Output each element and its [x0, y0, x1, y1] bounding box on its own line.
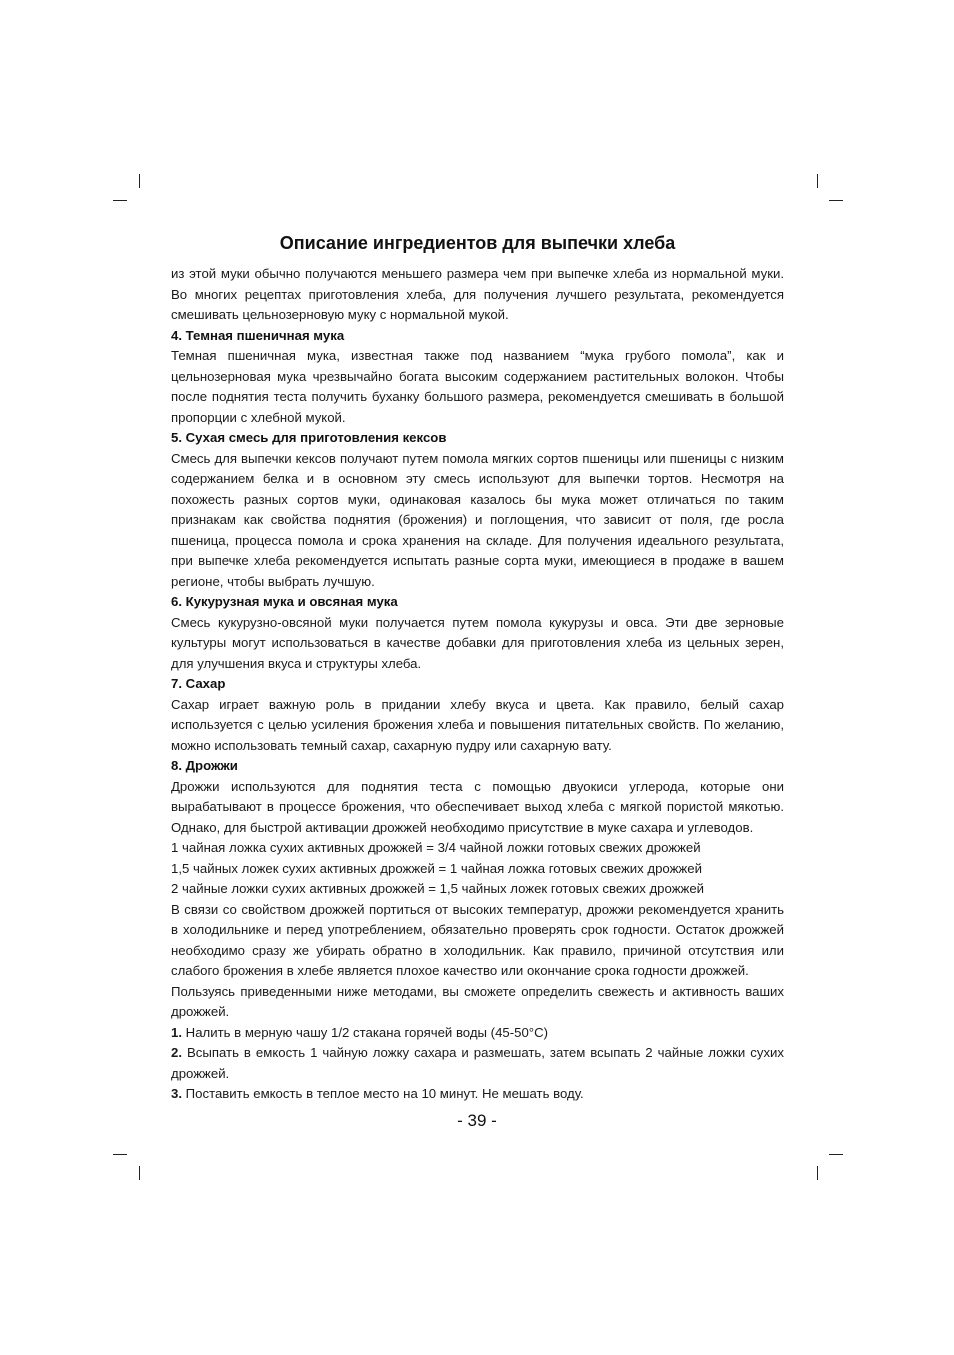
section-heading-cake-mix: 5. Сухая смесь для приготовления кексов — [171, 430, 447, 445]
page-number: - 39 - — [457, 1111, 497, 1130]
crop-mark-top-right-vertical — [817, 174, 818, 188]
section-heading-sugar: 7. Сахар — [171, 676, 226, 691]
section-heading-corn-oat-flour: 6. Кукурузная мука и овсяная мука — [171, 594, 398, 609]
section-text-cake-mix: Смесь для выпечки кексов получают путем помола мягких сортов пшеницы или пшеницы с низким содержанием белка и в основном эту смесь используют для выпечки тортов. Несмотря на похожесть разных сортов муки, одинаковая казалось бы мука может отличаться по таким признакам как свойства поднятия (брожения) и поглощения, что зависит от поля, где росла пшеница, процесса помола и срока хранения на складе. Для получения идеального результата, при выпечке хлеба рекомендуется испытать разные сорта муки, имеющиеся в продаже в вашем регионе, чтобы выбрать лучшую. — [171, 450, 784, 589]
section-text-sugar: Сахар играет важную роль в придании хлебу вкуса и цвета. Как правило, белый сахар используется с целью усиления брожения хлеба и повышения питательных свойств. По желанию, можно использовать темный сахар, сахарную пудру или сахарную вату. — [171, 696, 784, 753]
crop-mark-bottom-left-horizontal — [113, 1154, 127, 1155]
yeast-equivalence-line: 2 чайные ложки сухих активных дрожжей = 1,5 чайных ложек готовых свежих дрожжей — [171, 881, 705, 896]
document-page — [171, 232, 784, 1105]
step-text: Всыпать в емкость 1 чайную ложку сахара и размешать, затем всыпать 2 чайные ложки сухих дрожжей. — [171, 1045, 784, 1081]
crop-mark-bottom-left-vertical — [139, 1166, 140, 1180]
yeast-equivalence-line: 1 чайная ложка сухих активных дрожжей = 3/4 чайной ложки готовых свежих дрожжей — [171, 840, 701, 855]
step-number: 2. — [171, 1045, 182, 1060]
section-text-corn-oat-flour: Смесь кукурузно-овсяной муки получается путем помола кукурузы и овса. Эти две зерновые культуры могут использоваться в качестве добавки для приготовления хлеба из цельных зерен, для улучшения вкуса и структуры хлеба. — [171, 614, 784, 671]
step-number: 3. — [171, 1086, 182, 1101]
yeast-test-step — [171, 1023, 784, 1044]
step-text: Налить в мерную чашу 1/2 стакана горячей воды (45-50°C) — [182, 1024, 548, 1040]
crop-mark-top-left-horizontal — [113, 200, 127, 201]
section-text-dark-wheat-flour: Темная пшеничная мука, известная также под названием “мука грубого помола”, как и цельнозерновая мука чрезвычайно богата высоким содержанием растительных волокон. Чтобы после поднятия теста получить буханку большого размера, рекомендуется смешивать в большой пропорции с хлебной мукой. — [171, 348, 784, 425]
yeast-test-intro: Пользуясь приведенными ниже методами, вы сможете определить свежесть и активность ваших дрожжей. — [171, 983, 784, 1019]
yeast-test-step — [171, 1043, 784, 1084]
page-title: Описание ингредиентов для выпечки хлеба — [279, 233, 676, 253]
crop-mark-top-right-horizontal — [829, 200, 843, 201]
intro-paragraph: из этой муки обычно получаются меньшего размера чем при выпечке хлеба из нормальной муки. Во многих рецептах приготовления хлеба, для получения лучшего результата, рекомендуется смешивать цельнозерновую муку с нормальной мукой. — [171, 266, 784, 322]
crop-mark-top-left-vertical — [139, 174, 140, 188]
yeast-equivalence-line: 1,5 чайных ложек сухих активных дрожжей = 1 чайная ложка готовых свежих дрожжей — [171, 860, 702, 876]
section-heading-dark-wheat-flour: 4. Темная пшеничная мука — [171, 327, 345, 343]
section-text-yeast: Дрожжи используются для поднятия теста с помощью двуокиси углерода, которые они вырабатывают в процессе брожения, что обеспечивает выход хлеба с мягкой пористой мякотью. Однако, для быстрой активации дрожжей необходимо присутствие в муке сахара и углеводов. — [171, 778, 784, 835]
document-body — [171, 264, 784, 1105]
step-text: Поставить емкость в теплое место на 10 минут. Не мешать воду. — [182, 1086, 584, 1101]
crop-mark-bottom-right-horizontal — [829, 1154, 843, 1155]
crop-mark-bottom-right-vertical — [817, 1166, 818, 1180]
yeast-test-step — [171, 1084, 784, 1105]
step-number: 1. — [171, 1024, 182, 1040]
section-heading-yeast: 8. Дрожжи — [171, 758, 238, 773]
yeast-storage-paragraph: В связи со свойством дрожжей портиться от высоких температур, дрожжи рекомендуется хранить в холодильнике и перед употреблением, обязательно проверять срок годности. Остаток дрожжей необходимо сразу же убирать обратно в холодильник. Как правило, причиной отсутствия или слабого брожения в хлебе является плохое качество или окончание срока годности дрожжей. — [171, 901, 784, 978]
